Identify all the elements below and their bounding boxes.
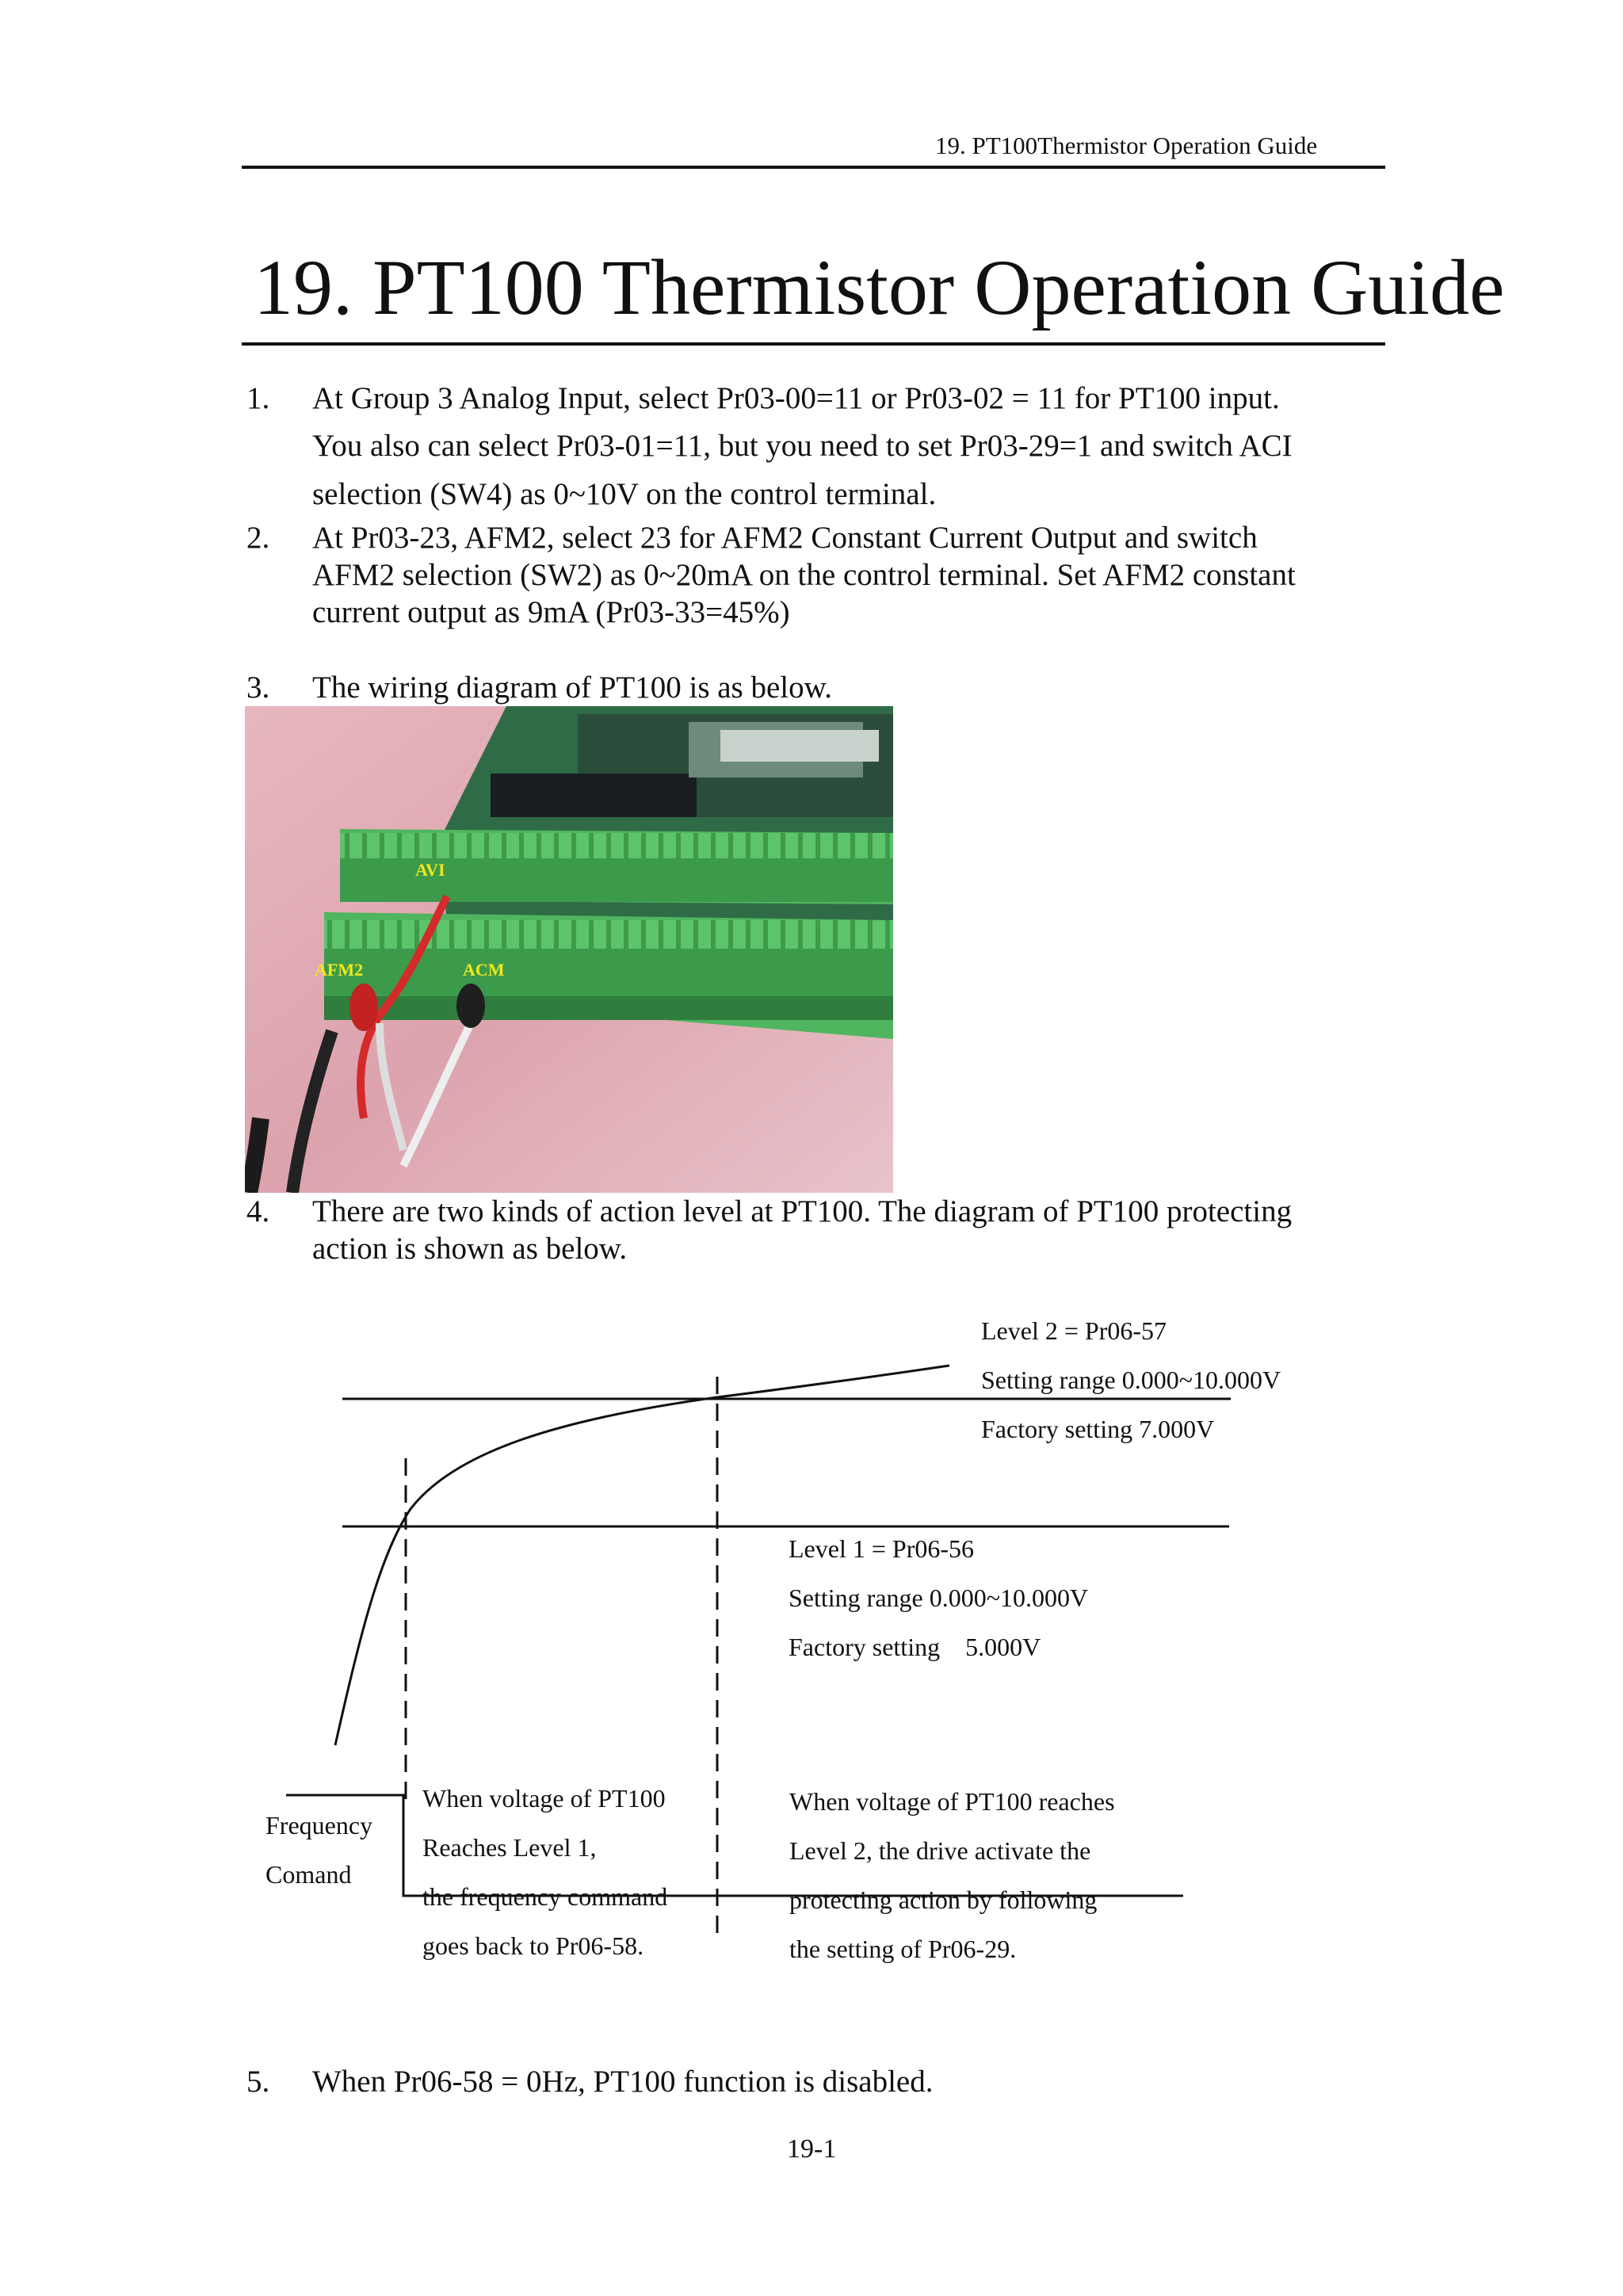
photo-label-acm: ACM (463, 960, 505, 980)
item-line: current output as 9mA (Pr03-33=45%) (312, 595, 790, 629)
note-left-line: goes back to Pr06-58. (422, 1931, 644, 1960)
note-left-line: Reaches Level 1, (422, 1833, 597, 1862)
level2-range: Setting range 0.000~10.000V (981, 1366, 1281, 1394)
item-line: At Group 3 Analog Input, select Pr03-00=11 or Pr03-02 = 11 for PT100 input. (312, 381, 1280, 415)
item-line: The wiring diagram of PT100 is as below. (312, 670, 833, 705)
level1-range: Setting range 0.000~10.000V (789, 1584, 1089, 1612)
item-line: At Pr03-23, AFM2, select 23 for AFM2 Constant Current Output and switch (312, 521, 1258, 555)
note-right-line: protecting action by following (789, 1885, 1098, 1914)
item-number: 1. (246, 381, 270, 415)
item-number: 2. (246, 521, 270, 555)
note-right-line: Level 2, the drive activate the (789, 1836, 1091, 1865)
level2-label: Level 2 = Pr06-57 (981, 1316, 1167, 1345)
frequency-label: Frequency (265, 1811, 373, 1839)
item-line: selection (SW4) as 0~10V on the control terminal. (312, 477, 937, 511)
page-title: 19. PT100 Thermistor Operation Guide (254, 243, 1505, 331)
item-line: There are two kinds of action level at PT100. The diagram of PT100 protecting (312, 1194, 1293, 1228)
note-right-line: When voltage of PT100 reaches (789, 1787, 1115, 1816)
item-number: 4. (246, 1194, 270, 1228)
item-line: AFM2 selection (SW2) as 0~20mA on the control terminal. Set AFM2 constant (312, 558, 1296, 592)
item-line: When Pr06-58 = 0Hz, PT100 function is disabled. (312, 2065, 934, 2099)
note-left-line: the frequency command (422, 1882, 668, 1911)
level1-label: Level 1 = Pr06-56 (789, 1534, 974, 1563)
level2-factory: Factory setting 7.000V (981, 1415, 1215, 1443)
note-right-line: the setting of Pr06-29. (789, 1935, 1017, 1963)
photo-label-afm2: AFM2 (315, 960, 364, 980)
level1-factory: Factory setting 5.000V (789, 1633, 1041, 1661)
item-number: 3. (246, 670, 270, 705)
photo-label-avi: AVI (415, 860, 445, 880)
page-number: 19-1 (787, 2134, 837, 2164)
item-line: action is shown as below. (312, 1232, 628, 1266)
comand-label: Comand (265, 1860, 352, 1889)
running-header: 19. PT100Thermistor Operation Guide (935, 132, 1318, 159)
item-line: You also can select Pr03-01=11, but you need to set Pr03-29=1 and switch ACI (312, 429, 1293, 463)
note-left-line: When voltage of PT100 (422, 1784, 666, 1813)
item-number: 5. (246, 2065, 270, 2099)
